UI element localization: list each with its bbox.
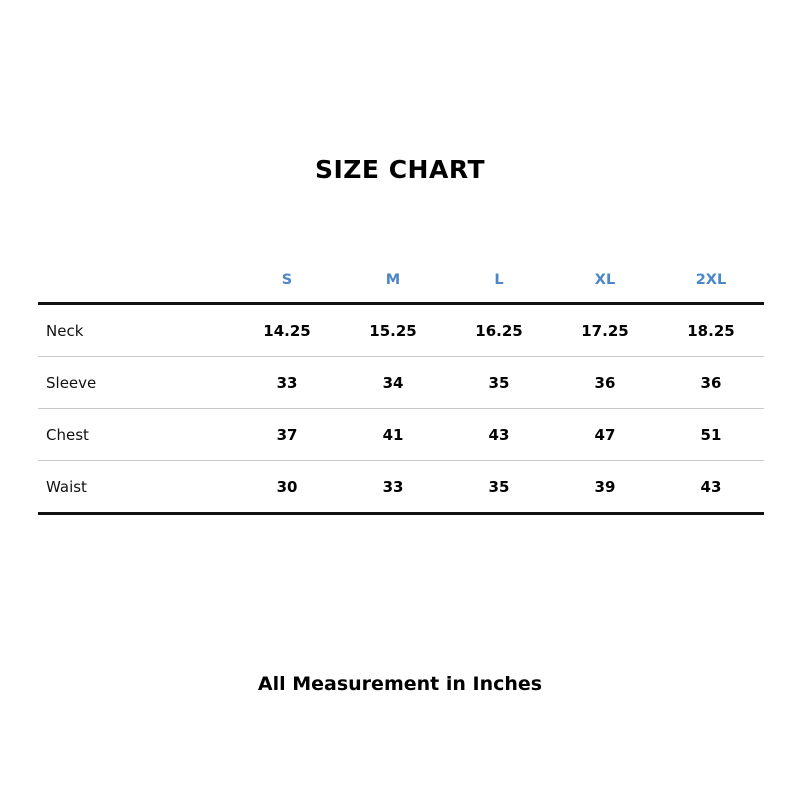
column-header-measurement bbox=[38, 272, 234, 304]
measurement-units-note: All Measurement in Inches bbox=[257, 673, 543, 695]
column-header-m: M bbox=[385, 272, 401, 288]
cell-sleeve-2xl: 36 bbox=[658, 357, 764, 409]
column-header-s: S bbox=[281, 272, 293, 288]
table-row bbox=[38, 304, 764, 357]
table-header-row bbox=[38, 272, 764, 304]
cell-waist-l: 35 bbox=[446, 461, 552, 514]
table-header bbox=[38, 272, 764, 304]
cell-neck-s: 14.25 bbox=[234, 304, 340, 357]
row-label-neck: Neck bbox=[38, 304, 234, 357]
cell-neck-2xl: 18.25 bbox=[658, 304, 764, 357]
cell-sleeve-s: 33 bbox=[234, 357, 340, 409]
cell-chest-l: 43 bbox=[446, 409, 552, 461]
cell-waist-m: 33 bbox=[340, 461, 446, 514]
cell-sleeve-xl: 36 bbox=[552, 357, 658, 409]
size-chart-table bbox=[38, 272, 764, 515]
size-chart-table-wrapper bbox=[38, 272, 764, 515]
table-row bbox=[38, 409, 764, 461]
cell-chest-m: 41 bbox=[340, 409, 446, 461]
column-header-2xl: 2XL bbox=[695, 272, 727, 288]
column-header-l: L bbox=[494, 272, 504, 288]
cell-waist-s: 30 bbox=[234, 461, 340, 514]
cell-chest-s: 37 bbox=[234, 409, 340, 461]
column-header-xl: XL bbox=[594, 272, 616, 288]
table-row bbox=[38, 461, 764, 514]
page-title: SIZE CHART bbox=[314, 155, 485, 184]
cell-chest-2xl: 51 bbox=[658, 409, 764, 461]
table-body bbox=[38, 304, 764, 514]
cell-waist-2xl: 43 bbox=[658, 461, 764, 514]
row-label-sleeve: Sleeve bbox=[38, 357, 234, 409]
cell-neck-xl: 17.25 bbox=[552, 304, 658, 357]
cell-sleeve-l: 35 bbox=[446, 357, 552, 409]
cell-waist-xl: 39 bbox=[552, 461, 658, 514]
cell-sleeve-m: 34 bbox=[340, 357, 446, 409]
table-row bbox=[38, 357, 764, 409]
row-label-waist: Waist bbox=[38, 461, 234, 514]
cell-chest-xl: 47 bbox=[552, 409, 658, 461]
row-label-chest: Chest bbox=[38, 409, 234, 461]
cell-neck-l: 16.25 bbox=[446, 304, 552, 357]
cell-neck-m: 15.25 bbox=[340, 304, 446, 357]
